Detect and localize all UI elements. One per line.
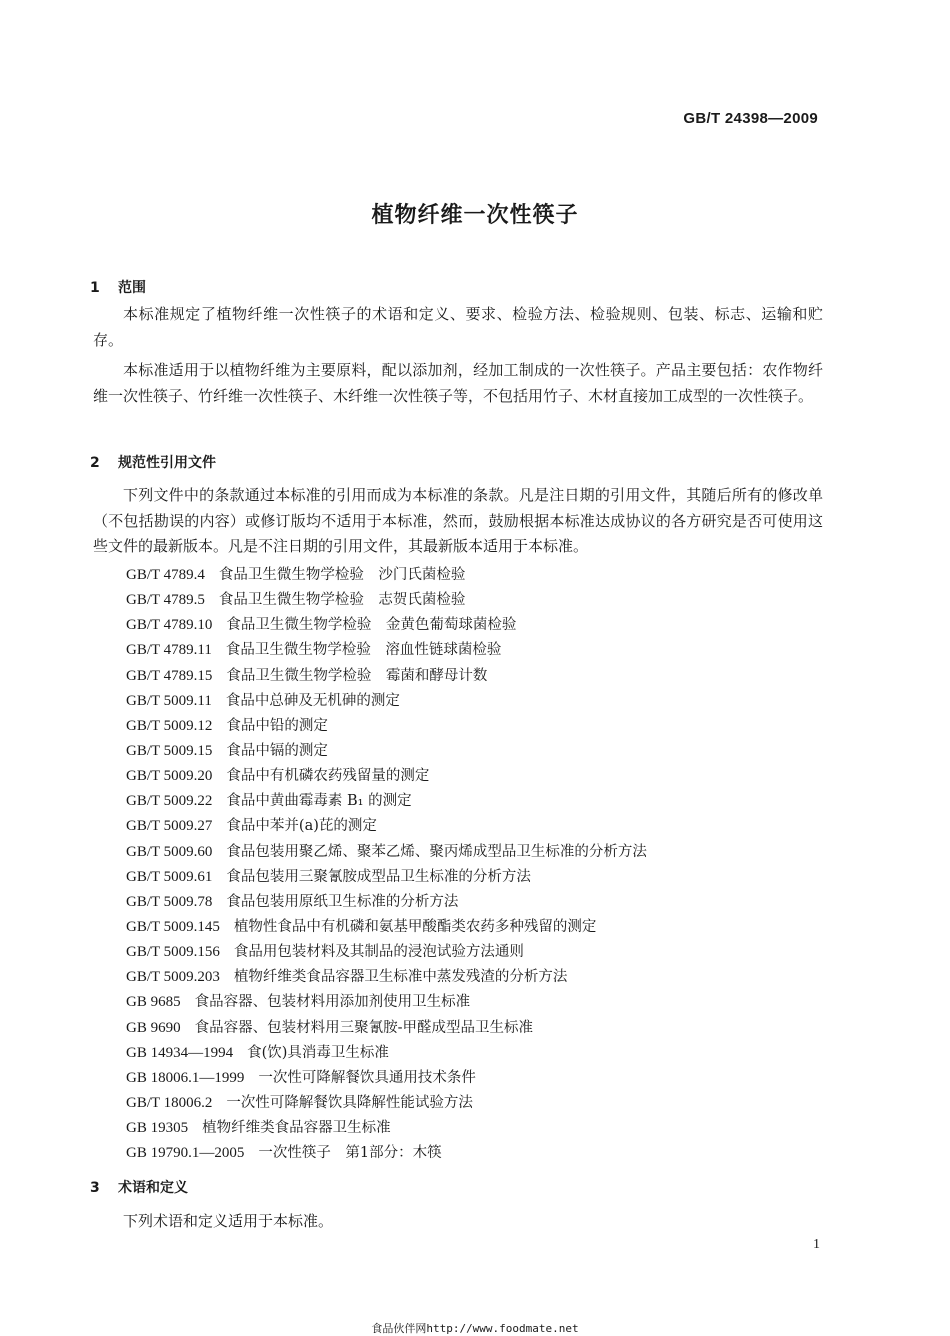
reference-code: GB/T 4789.10	[126, 617, 213, 634]
reference-item	[126, 664, 647, 689]
section-title: 规范性引用文件	[118, 455, 216, 471]
reference-title: 食品中总砷及无机砷的测定	[225, 692, 400, 709]
reference-code: GB/T 5009.61	[126, 868, 213, 885]
reference-title: 食品容器、包装材料用三聚氰胺-甲醛成型品卫生标准	[194, 1019, 533, 1036]
document-title: 植物纤维一次性筷子	[371, 203, 579, 228]
reference-code: GB/T 5009.78	[126, 893, 213, 910]
reference-title: 食品卫生微生物学检验 金黄色葡萄球菌检验	[226, 617, 517, 634]
reference-item	[126, 1116, 647, 1141]
reference-item	[126, 1066, 647, 1091]
reference-item	[126, 588, 647, 613]
reference-code: GB/T 4789.15	[126, 667, 213, 684]
reference-title: 食(饮)具消毒卫生标准	[247, 1044, 389, 1061]
reference-item	[126, 789, 647, 814]
reference-title: 植物纤维类食品容器卫生标准	[202, 1120, 391, 1137]
reference-item	[126, 990, 647, 1015]
reference-title: 一次性筷子 第1部分：木筷	[258, 1145, 442, 1162]
reference-title: 食品包装用三聚氰胺成型品卫生标准的分析方法	[226, 868, 531, 885]
reference-item	[126, 840, 647, 865]
reference-item	[126, 1091, 647, 1116]
section-2-heading	[90, 452, 216, 472]
reference-item	[126, 638, 647, 663]
section-3-heading	[90, 1177, 188, 1197]
reference-item	[126, 1141, 647, 1166]
reference-code: GB/T 18006.2	[126, 1094, 213, 1111]
standard-number: GB/T 24398—2009	[683, 110, 818, 127]
reference-item	[126, 965, 647, 990]
reference-code: GB/T 5009.60	[126, 843, 213, 860]
reference-item	[126, 739, 647, 764]
reference-item	[126, 940, 647, 965]
reference-item	[126, 764, 647, 789]
reference-code: GB/T 5009.22	[126, 793, 213, 810]
reference-title: 食品用包装材料及其制品的浸泡试验方法通则	[233, 944, 524, 961]
section-number: 2	[90, 455, 100, 471]
section-title: 术语和定义	[118, 1180, 188, 1196]
reference-item	[126, 613, 647, 638]
reference-code: GB/T 5009.15	[126, 742, 213, 759]
section-title: 范围	[118, 280, 146, 296]
footer-source: 食品伙伴网http://www.foodmate.net	[371, 1322, 579, 1335]
reference-title: 食品容器、包装材料用添加剂使用卫生标准	[194, 994, 471, 1011]
reference-code: GB 19305	[126, 1120, 189, 1137]
reference-item	[126, 890, 647, 915]
reference-item	[126, 915, 647, 940]
section-1-heading	[90, 277, 146, 297]
reference-item	[126, 689, 647, 714]
reference-code: GB 14934—1994	[126, 1044, 234, 1061]
reference-title: 食品卫生微生物学检验 沙门氏菌检验	[218, 567, 466, 583]
reference-title: 食品卫生微生物学检验 溶血性链球菌检验	[225, 642, 502, 659]
reference-item	[126, 814, 647, 839]
reference-title: 食品包装用原纸卫生标准的分析方法	[226, 893, 459, 910]
reference-code: GB/T 5009.20	[126, 768, 213, 785]
reference-item	[126, 1041, 647, 1066]
reference-code: GB/T 5009.27	[126, 818, 213, 835]
reference-item	[126, 714, 647, 739]
reference-title: 一次性可降解餐饮具降解性能试验方法	[226, 1094, 473, 1111]
reference-title: 一次性可降解餐饮具通用技术条件	[258, 1069, 476, 1086]
section-1-paragraph-1: 本标准规定了植物纤维一次性筷子的术语和定义、要求、检验方法、检验规则、包装、标志、运输和贮存。	[93, 305, 823, 349]
reference-item	[126, 563, 647, 588]
section-2-paragraph-1: 下列文件中的条款通过本标准的引用而成为本标准的条款。凡是注日期的引用文件，其随后所有的修改单（不包括勘误的内容）或修订版均不适用于本标准，然而，鼓励根据本标准达成协议的各方研究是否可使用这些文件的最新版本。凡是不注日期的引用文件，其最新版本适用于本标准。	[93, 486, 823, 555]
section-number: 3	[90, 1180, 100, 1196]
section-number: 1	[90, 280, 100, 296]
reference-title: 食品中镉的测定	[226, 742, 328, 759]
reference-title: 食品中黄曲霉毒素 B₁ 的测定	[226, 793, 412, 810]
reference-title: 食品中有机磷农药残留量的测定	[226, 768, 430, 785]
reference-code: GB/T 4789.4	[126, 567, 205, 583]
section-1-paragraph-2: 本标准适用于以植物纤维为主要原料，配以添加剂，经加工制成的一次性筷子。产品主要包括：农作物纤维一次性筷子、竹纤维一次性筷子、木纤维一次性筷子等，不包括用竹子、木材直接加工成型的一次性筷子。	[93, 361, 823, 405]
reference-code: GB/T 5009.11	[126, 692, 212, 709]
reference-code: GB/T 5009.203	[126, 969, 220, 986]
reference-code: GB/T 5009.156	[126, 944, 220, 961]
reference-title: 食品中苯并(a)芘的测定	[226, 818, 377, 835]
reference-code: GB/T 5009.145	[126, 918, 220, 935]
reference-item	[126, 1016, 647, 1041]
reference-code: GB 18006.1—1999	[126, 1069, 245, 1086]
reference-title: 植物纤维类食品容器卫生标准中蒸发残渣的分析方法	[233, 969, 568, 986]
reference-code: GB/T 5009.12	[126, 717, 213, 734]
reference-title: 食品中铅的测定	[226, 717, 328, 734]
reference-code: GB 9685	[126, 994, 181, 1011]
page-number: 1	[813, 1237, 820, 1252]
reference-title: 食品卫生微生物学检验 志贺氏菌检验	[218, 592, 466, 609]
reference-title: 植物性食品中有机磷和氨基甲酸酯类农药多种残留的测定	[233, 918, 597, 935]
reference-code: GB 9690	[126, 1019, 181, 1036]
reference-item	[126, 865, 647, 890]
reference-title: 食品卫生微生物学检验 霉菌和酵母计数	[226, 667, 488, 684]
normative-references-list	[126, 563, 647, 1166]
reference-code: GB/T 4789.11	[126, 642, 212, 659]
reference-title: 食品包装用聚乙烯、聚苯乙烯、聚丙烯成型品卫生标准的分析方法	[226, 843, 647, 860]
section-3-paragraph-1: 下列术语和定义适用于本标准。	[123, 1212, 334, 1230]
reference-code: GB 19790.1—2005	[126, 1145, 245, 1162]
reference-code: GB/T 4789.5	[126, 592, 205, 609]
